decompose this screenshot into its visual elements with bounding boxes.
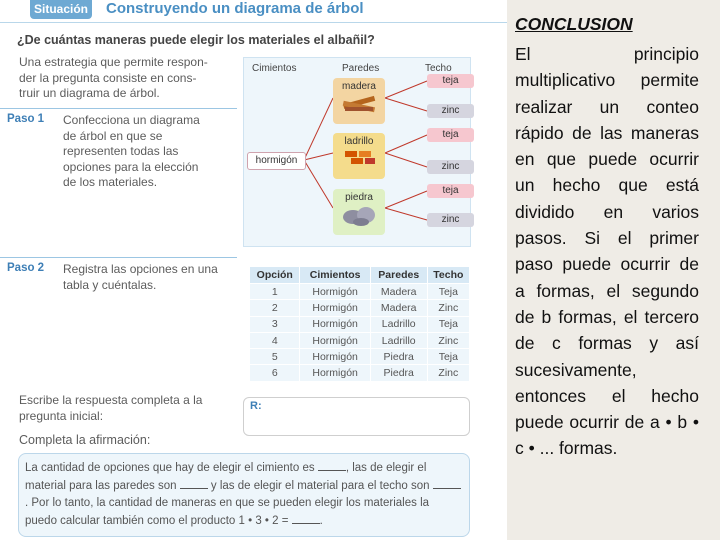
answer-prompt-line: pregunta inicial: <box>19 408 104 423</box>
section-header <box>0 0 507 23</box>
table-header-row <box>250 267 470 284</box>
col-header: Paredes <box>370 267 427 284</box>
roof-zinc: zinc <box>427 160 474 174</box>
affirmation-part: , las de elegir el material para las paredes son <box>25 462 427 492</box>
paso1-line: Confecciona un diagrama <box>63 113 200 127</box>
answer-prompt-line: Escribe la respuesta completa a la <box>19 393 203 407</box>
divider <box>0 257 237 258</box>
blank-paredes[interactable] <box>180 479 208 489</box>
strategy-line: der la pregunta consiste en cons- <box>19 70 197 85</box>
blank-techo[interactable] <box>433 479 461 489</box>
blank-cimiento[interactable] <box>318 461 346 471</box>
cell: Piedra <box>370 365 427 381</box>
cell: Teja <box>427 316 469 332</box>
tree-header-paredes: Paredes <box>342 63 380 74</box>
tree-diagram <box>243 57 471 247</box>
cell: Hormigón <box>300 284 370 300</box>
cell: Hormigón <box>300 349 370 365</box>
col-header: Opción <box>250 267 300 284</box>
cell: Hormigón <box>300 316 370 332</box>
answer-label: R: <box>250 400 262 412</box>
affirmation-part: . Por lo tanto, la cantidad de maneras en que se pueden elegir los materiales la puedo calcular también como el producto 1 • 3 • 2 = <box>25 497 430 527</box>
affirmation-part: La cantidad de opciones que hay de elegir el cimiento es <box>25 462 315 474</box>
ladrillo-image <box>339 147 379 169</box>
paso2-line: tabla y cuéntalas. <box>63 277 157 292</box>
table-row <box>250 316 470 332</box>
cell: 1 <box>250 284 300 300</box>
table-row <box>250 332 470 348</box>
tree-header-techo: Techo <box>425 63 452 74</box>
complete-label: Completa la afirmación: <box>19 433 151 447</box>
tree-root-hormigon: hormigón <box>247 152 306 170</box>
wall-label: ladrillo <box>344 136 374 147</box>
strategy-line: truir un diagrama de árbol. <box>19 86 160 100</box>
cell: Zinc <box>427 300 469 316</box>
paso1-label: Paso 1 <box>7 113 45 125</box>
cell: Zinc <box>427 365 469 381</box>
wall-piedra <box>333 189 385 235</box>
conclusion-body: El principio multiplicativo permite realizar un conteo rápido de las maneras en que puede ocurrir un hecho que está dividido en varios pasos. Si el primer paso puede ocurrir de a formas, el segundo de b formas, el tercero de c formas y así sucesivamente, entonces el hecho puede ocurrir de a • b • c • ... formas. <box>515 44 699 459</box>
cell: Piedra <box>370 349 427 365</box>
cell: 2 <box>250 300 300 316</box>
answer-box[interactable] <box>243 397 470 436</box>
divider <box>0 108 237 109</box>
roof-teja: teja <box>427 74 474 88</box>
tree-header-cimientos: Cimientos <box>252 63 297 74</box>
cell: Madera <box>370 300 427 316</box>
cell: Teja <box>427 284 469 300</box>
paso1-line: opciones para la elección <box>63 159 199 174</box>
wall-ladrillo <box>333 133 385 179</box>
col-header: Cimientos <box>300 267 370 284</box>
roof-teja: teja <box>427 128 474 142</box>
cell: 4 <box>250 332 300 348</box>
strategy-text <box>19 55 208 102</box>
roof-teja: teja <box>427 184 474 198</box>
paso1-line: de árbol en que se <box>63 128 163 143</box>
options-table <box>249 266 470 382</box>
situacion-tab: Situación <box>30 0 92 19</box>
question: ¿De cuántas maneras puede elegir los materiales el albañil? <box>17 33 375 47</box>
cell: 3 <box>250 316 300 332</box>
cell: 6 <box>250 365 300 381</box>
paso1-line: representen todas las <box>63 144 179 158</box>
table-row <box>250 365 470 381</box>
col-header: Techo <box>427 267 469 284</box>
affirmation-box <box>18 453 470 537</box>
blank-producto[interactable] <box>292 514 320 524</box>
paso2-line: Registra las opciones en una <box>63 262 218 276</box>
cell: Ladrillo <box>370 332 427 348</box>
paso2-label: Paso 2 <box>7 262 45 274</box>
paso1-text <box>63 113 200 191</box>
piedra-image <box>339 203 379 227</box>
strategy-line: Una estrategia que permite respon- <box>19 55 208 69</box>
table-row <box>250 300 470 316</box>
roof-zinc: zinc <box>427 104 474 118</box>
roof-zinc: zinc <box>427 213 474 227</box>
paso1-line: de los materiales. <box>63 175 158 189</box>
cell: Hormigón <box>300 365 370 381</box>
cell: Zinc <box>427 332 469 348</box>
affirmation-text: La cantidad de opciones que hay de elegir el cimiento es , las de elegir el material para las paredes son y las de elegir el material para el techo son . Por lo tanto, la cantidad de maneras en que se pueden elegir los materiales la puedo calcular también como el producto 1 • 3 • 2 = . <box>25 460 463 530</box>
wall-label: madera <box>342 81 376 92</box>
table-row <box>250 284 470 300</box>
cell: Hormigón <box>300 300 370 316</box>
cell: 5 <box>250 349 300 365</box>
wall-madera <box>333 78 385 124</box>
madera-image <box>339 92 379 114</box>
answer-prompt <box>19 393 202 424</box>
cell: Hormigón <box>300 332 370 348</box>
table-row <box>250 349 470 365</box>
cell: Teja <box>427 349 469 365</box>
paso2-text <box>63 262 218 293</box>
affirmation-part: y las de elegir el material para el techo son <box>210 479 430 492</box>
section-title: Construyendo un diagrama de árbol <box>106 0 364 17</box>
cell: Ladrillo <box>370 316 427 332</box>
wall-label: piedra <box>345 192 373 203</box>
cell: Madera <box>370 284 427 300</box>
conclusion-title: CONCLUSION <box>515 14 633 34</box>
